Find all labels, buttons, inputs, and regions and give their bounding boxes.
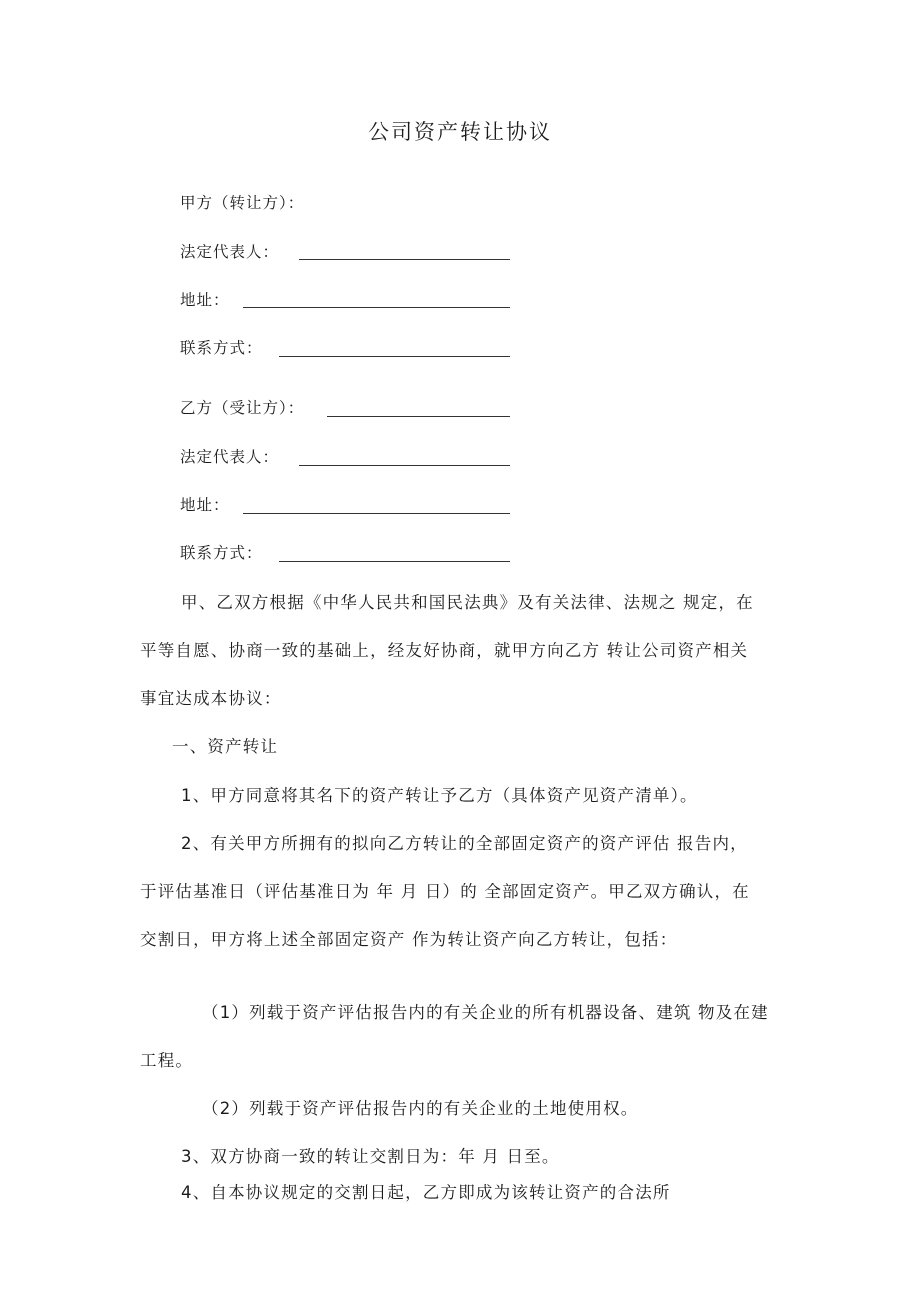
preamble-line: 事宜达成本协议： (140, 689, 282, 708)
party-b-label: 乙方（受让方）： (180, 399, 305, 417)
party-a-addr-blank (243, 307, 510, 308)
party-b-addr-blank (243, 513, 510, 514)
party-b-rep-label: 法定代表人： (180, 448, 280, 466)
sub-clause-1-line: 工程。 (140, 1051, 194, 1070)
clause-3: 3、双方协商一致的转让交割日为：年 月 日至。 (181, 1147, 560, 1166)
party-b-addr-label: 地址： (180, 496, 230, 514)
clause-2-line: 交割日，甲方将上述全部固定资产 作为转让资产向乙方转让，包括： (140, 930, 678, 949)
clause-2-line: 于评估基准日（评估基准日为 年 月 日）的 全部固定资产。甲乙双方确认，在 (140, 882, 750, 901)
party-b-name-blank (327, 416, 510, 417)
party-a-contact-label: 联系方式： (180, 339, 263, 357)
clause-4: 4、自本协议规定的交割日起，乙方即成为该转让资产的合法所 (181, 1183, 671, 1202)
party-a-rep-blank (299, 259, 510, 260)
party-a-rep-label: 法定代表人： (180, 243, 280, 261)
party-b-contact-blank (279, 561, 510, 562)
sub-clause-2: （2）列载于资产评估报告内的有关企业的土地使用权。 (202, 1099, 639, 1118)
section-heading: 一、资产转让 (172, 737, 279, 756)
preamble-line: 平等自愿、协商一致的基础上，经友好协商，就甲方向乙方 转让公司资产相关 (140, 641, 749, 660)
sub-clause-1-line: （1）列载于资产评估报告内的有关企业的所有机器设备、建筑 物及在建 (202, 1003, 769, 1022)
clause-1: 1、甲方同意将其名下的资产转让予乙方（具体资产见资产清单）。 (181, 786, 698, 805)
document-title: 公司资产转让协议 (368, 120, 552, 144)
party-b-contact-label: 联系方式： (180, 544, 263, 562)
clause-2-line: 2、有关甲方所拥有的拟向乙方转让的全部固定资产的资产评估 报告内， (181, 834, 748, 853)
preamble-line: 甲、乙双方根据《中华人民共和国民法典》及有关法律、法规之 规定，在 (181, 593, 754, 612)
party-a-label: 甲方（转让方）： (180, 194, 305, 212)
party-b-rep-blank (299, 465, 510, 466)
party-a-addr-label: 地址： (180, 291, 230, 309)
party-a-contact-blank (279, 356, 510, 357)
